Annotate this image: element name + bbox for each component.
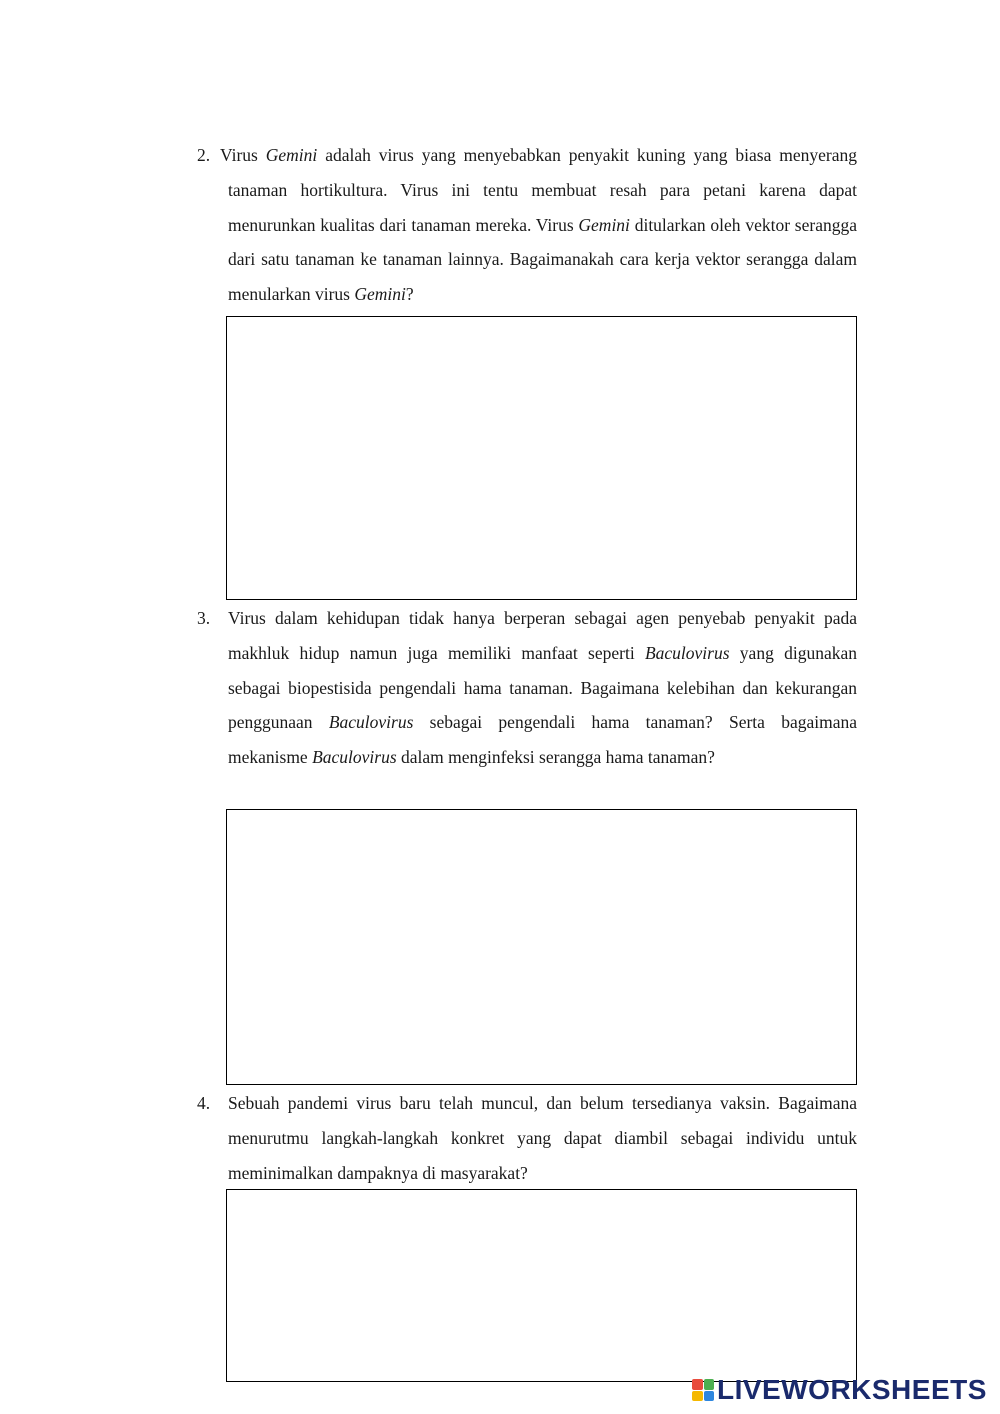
answer-box-4[interactable] [226, 1189, 857, 1382]
question-2-text: 2. Virus Gemini adalah virus yang menyebabkan penyakit kuning yang biasa menyerang tanaman hortikultura. Virus ini tentu membuat resah para petani karena dapat menurunkan kualitas dari tanaman mereka. Virus Gemini ditularkan oleh vektor serangga dari satu tanaman ke tanaman lainnya. Bagaimanakah cara kerja vektor serangga dalam menularkan virus Gemini? [197, 138, 857, 312]
question-2 [197, 138, 857, 312]
answer-box-3[interactable] [226, 809, 857, 1085]
question-3-text: Virus dalam kehidupan tidak hanya berperan sebagai agen penyebab penyakit pada makhluk hidup namun juga memiliki manfaat seperti Baculovirus yang digunakan sebagai biopestisida pengendali hama tanaman. Bagaimana kelebihan dan kekurangan penggunaan Baculovirus sebagai pengendali hama tanaman? Serta bagaimana mekanisme Baculovirus dalam menginfeksi serangga hama tanaman? [228, 608, 857, 768]
question-4-number: 4. [197, 1093, 211, 1113]
liveworksheets-brand: LIVEWORKSHEETS [717, 1374, 987, 1405]
liveworksheets-logo-icon [692, 1379, 714, 1401]
question-4-text: Sebuah pandemi virus baru telah muncul, dan belum tersedianya vaksin. Bagaimana menurutmu langkah-langkah konkret yang dapat diambil sebagai individu untuk meminimalkan dampaknya di masyarakat? [228, 1093, 857, 1183]
question-3-number: 3. [197, 608, 211, 628]
question-3 [197, 601, 857, 775]
question-4 [197, 1086, 857, 1190]
answer-box-2[interactable] [226, 316, 857, 600]
question-2-number: 2. [197, 145, 211, 165]
liveworksheets-logo [692, 1374, 987, 1406]
